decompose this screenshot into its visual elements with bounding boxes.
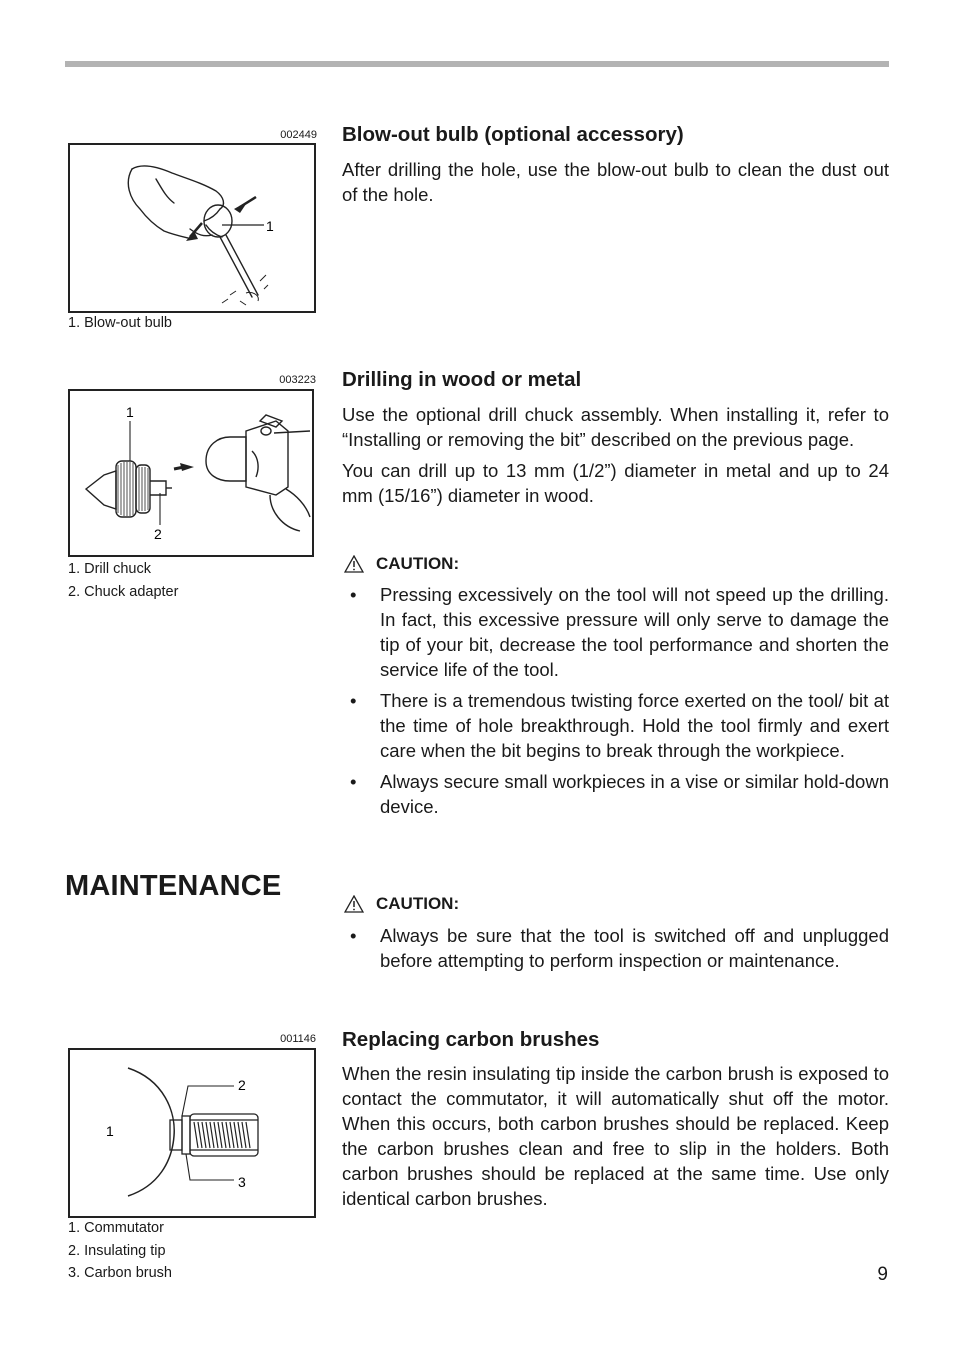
caution-label [344, 894, 459, 914]
brushes-heading: Replacing carbon brushes [342, 1028, 600, 1051]
paragraph: When the resin insulating tip inside the carbon brush is exposed to contact the commutator, it will automatically shut off the motor. When this occurs, both carbon brushes should be replaced. Keep the carbon brushes clean and free to slip in the holders. Both carbon brushes should be replaced at the same time. Use only identical carbon brushes. [342, 1063, 889, 1209]
caution-text: CAUTION: [376, 554, 460, 573]
blowout-bulb-figure [68, 143, 316, 313]
caption-item: 2. Insulating tip [68, 1242, 166, 1259]
list-item [342, 688, 889, 763]
maintenance-caution-list [342, 923, 889, 979]
caption-item: 2. Chuck adapter [68, 583, 179, 600]
brushes-body [342, 1061, 889, 1217]
bullet-marker: • [350, 584, 357, 605]
caution-label [344, 554, 459, 574]
carbon-brush-captions [68, 1217, 172, 1285]
blowout-heading: Blow-out bulb (optional accessory) [342, 123, 684, 146]
list-item [342, 582, 889, 682]
callout-1: 1 [106, 1123, 114, 1139]
paragraph: You can drill up to 13 mm (1/2”) diameter in metal and up to 24 mm (15/16”) diameter in wood. [342, 460, 889, 506]
carbon-brush-illustration [70, 1050, 314, 1216]
list-item [342, 923, 889, 973]
drill-chuck-illustration [70, 391, 312, 555]
callout-2: 2 [154, 526, 162, 542]
warning-triangle-icon [344, 895, 364, 913]
figure-code: 002449 [280, 129, 317, 141]
paragraph: After drilling the hole, use the blow-out bulb to clean the dust out of the hole. [342, 159, 889, 205]
drill-chuck-captions [68, 558, 178, 603]
blowout-body [342, 157, 889, 213]
caption-item: 1. Commutator [68, 1220, 164, 1236]
callout-1: 1 [126, 404, 134, 420]
carbon-brush-figure [68, 1048, 316, 1218]
bullet-marker: • [350, 690, 357, 711]
figure-code: 001146 [280, 1033, 316, 1045]
page-number: 9 [877, 1264, 888, 1285]
maintenance-heading: MAINTENANCE [65, 870, 282, 902]
caption-item: 1. Drill chuck [68, 561, 151, 577]
bullet-marker: • [350, 771, 357, 792]
bullet-marker: • [350, 925, 357, 946]
header-rule [65, 61, 889, 67]
blowout-captions [68, 312, 172, 335]
drilling-body [342, 402, 889, 514]
drilling-caution-list [342, 582, 889, 825]
figure-code: 003223 [279, 374, 316, 386]
caption-item: 3. Carbon brush [68, 1265, 172, 1281]
warning-triangle-icon [344, 555, 364, 573]
callout-2: 2 [238, 1077, 246, 1093]
bullet-text: Always secure small workpieces in a vise or similar hold-down device. [380, 771, 889, 817]
paragraph: Use the optional drill chuck assembly. When installing it, refer to “Installing or removing the bit” described on the previous page. [342, 404, 889, 450]
caution-text: CAUTION: [376, 894, 460, 913]
caption-item: 1. Blow-out bulb [68, 315, 172, 331]
drill-chuck-figure [68, 389, 314, 557]
bullet-text: Always be sure that the tool is switched off and unplugged before attempting to perform inspection or maintenance. [380, 925, 889, 971]
callout-1: 1 [266, 218, 274, 234]
blowout-bulb-illustration [70, 145, 314, 311]
bullet-text: There is a tremendous twisting force exerted on the tool/ bit at the time of hole breakthrough. Hold the tool firmly and exert care when the bit begins to break through the workpiece. [380, 690, 889, 761]
list-item [342, 769, 889, 819]
bullet-text: Pressing excessively on the tool will not speed up the drilling. In fact, this excessive pressure will only serve to damage the tip of your bit, decrease the tool performance and shorten the service life of the tool. [380, 584, 889, 680]
callout-3: 3 [238, 1174, 246, 1190]
drilling-heading: Drilling in wood or metal [342, 368, 582, 391]
